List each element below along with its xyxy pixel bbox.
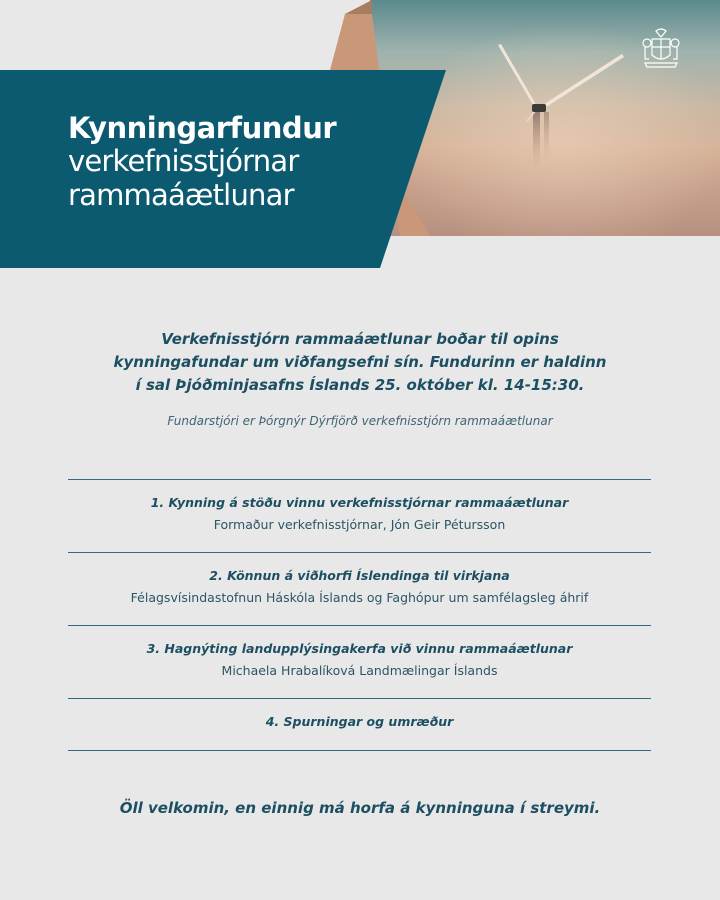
agenda-item-subtitle: Michaela Hrabalíková Landmælingar Íslands [221, 663, 498, 678]
title-bold-line: Kynningarfundur [68, 111, 337, 145]
agenda-item-title: 4. Spurningar og umræður [265, 714, 454, 729]
agenda-list [68, 479, 651, 751]
agenda-item-subtitle: Félagsvísindastofnun Háskóla Íslands og Faghópur um samfélagsleg áhrif [130, 590, 589, 605]
title-line-3: rammaáætlunar [68, 177, 294, 212]
welcome-message: Öll velkomin, en einnig má horfa á kynninguna í streymi. [119, 799, 601, 817]
agenda-item [68, 479, 651, 552]
agenda-item-title: 2. Könnun á viðhorfi Íslendinga til virkjana [209, 568, 510, 583]
title-line-2: verkefnisstjórnar [68, 144, 299, 179]
intro-text [100, 328, 620, 397]
agenda-item [68, 698, 651, 751]
agenda-item-subtitle: Formaður verkefnisstjórnar, Jón Geir Pétursson [213, 517, 506, 532]
intro-line-2: kynningafundar um viðfangsefni sín. Fundurinn er haldinn [113, 353, 607, 371]
page-title [68, 112, 388, 212]
agenda-item-title: 3. Hagnýting landupplýsingakerfa við vinnu rammaáætlunar [146, 641, 573, 656]
intro-line-3: í sal Þjóðminjasafns Íslands 25. október kl. 14-15:30. [135, 376, 585, 394]
agenda-item [68, 625, 651, 698]
agenda-item [68, 552, 651, 625]
chair-note: Fundarstjóri er Þórgnýr Dýrfjörð verkefnisstjórn rammaáætlunar [167, 414, 553, 428]
icelandic-coat-of-arms-icon [639, 25, 683, 71]
agenda-item-title: 1. Kynning á stöðu vinnu verkefnisstjórnar rammaáætlunar [150, 495, 569, 510]
intro-line-1: Verkefnisstjórn rammaáætlunar boðar til opins [161, 330, 559, 348]
